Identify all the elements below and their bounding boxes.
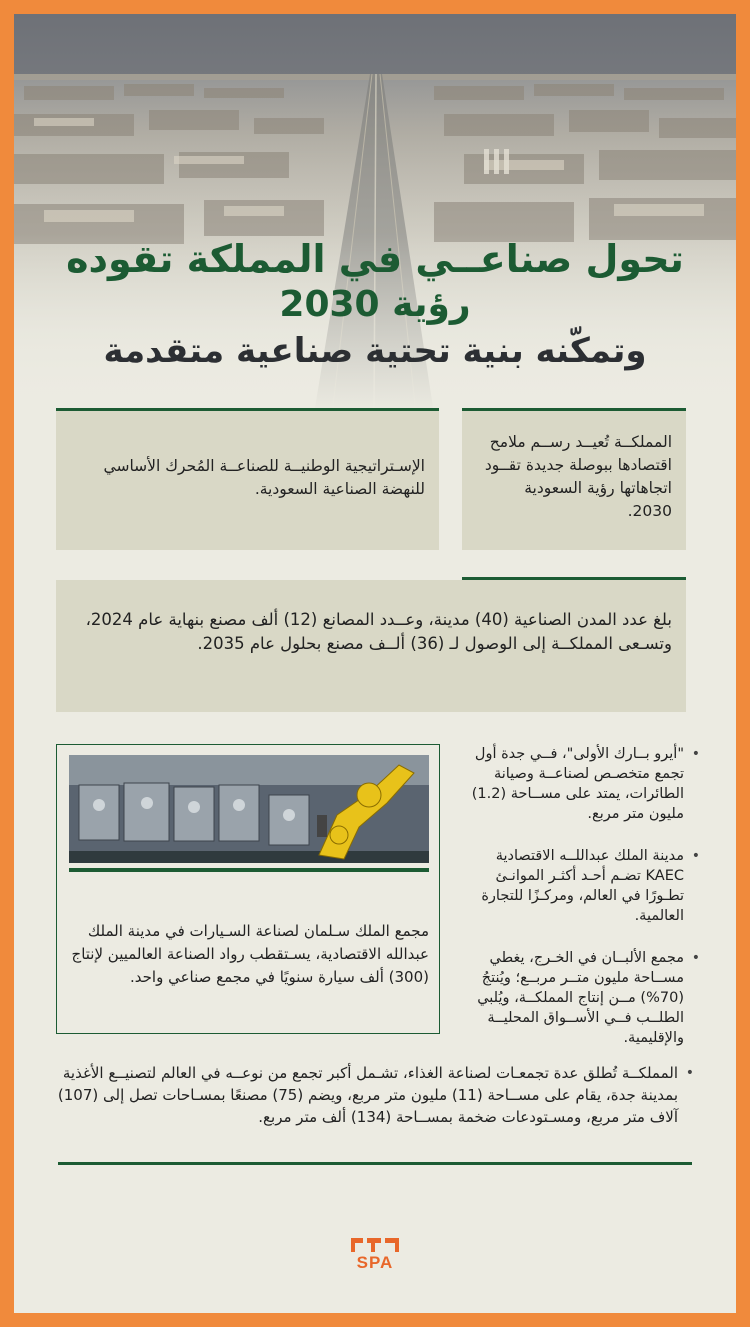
photo-caption: مجمع الملك سـلمان لصناعة السـيارات في مدينة الملك عبدالله الاقتصادية، يسـتقطب رواد الصناعة العالميين لإنتاج (300) ألف سيارة سنويًا في مجمع صناعي واحد. xyxy=(71,922,429,986)
spa-logo xyxy=(345,1234,405,1274)
stats-card xyxy=(56,580,686,712)
strategy-card xyxy=(56,411,439,550)
title-line-1: تحول صناعــي في المملكة تقوده xyxy=(66,237,684,281)
photo-box xyxy=(56,744,440,1034)
strategy-card-text: الإسـتراتيجية الوطنيــة للصناعــة المُحرك الأساسي للنهضة الصناعية السعودية. xyxy=(103,457,425,498)
title-line-3: وتمكّنه بنية تحتية صناعية متقدمة xyxy=(103,331,647,371)
page-title xyxy=(14,236,736,374)
bullet-dot: • xyxy=(691,746,700,762)
photo-accent-bar xyxy=(69,868,429,872)
infographic-frame xyxy=(14,14,736,1313)
vision-card xyxy=(462,411,686,550)
title-line-2: رؤية 2030 xyxy=(279,284,471,325)
bullet-dot: • xyxy=(691,848,700,864)
list-item xyxy=(454,744,702,824)
list-item xyxy=(454,846,702,926)
vision-card-text: المملكــة تُعيــد رســم ملامح اقتصادها ببوصلة جديدة تقــود اتجاهاتها رؤية السعودية 2030. xyxy=(484,433,672,520)
food-cluster-bullet xyxy=(56,1062,696,1128)
stats-card-text: بلغ عدد المدن الصناعية (40) مدينة، وعــدد المصانع (12) ألف مصنع بنهاية عام 2024، وتسـعى المملكــة إلى الوصول لـ (36) ألــف مصنع بحلول عام 2035. xyxy=(85,610,672,653)
bullet-list xyxy=(454,744,702,1070)
bullet-text: "أيرو بــارك الأولى"، فــي جدة أول تجمع متخصـص لصناعــة وصيانة الطائرات، يمتد على مســاحة (1.2) مليون متر مربع. xyxy=(471,746,684,822)
hero-image xyxy=(14,14,736,414)
bullet-dot: • xyxy=(691,950,700,966)
factory-robot-photo xyxy=(69,755,429,863)
divider xyxy=(58,1162,692,1165)
spa-logo-text: SPA xyxy=(356,1253,394,1272)
bullet-text: مجمع الألبــان في الخـرج، يغطي مســاحة مليون متــر مربــع؛ ويُنتجُ (70%) مــن إنتاج المملكــة، ويُلبي الطلــب فــي الأســواق المحليــة والإقليمية. xyxy=(477,950,684,1046)
list-item xyxy=(454,948,702,1048)
factory-robot-illustration xyxy=(69,755,429,863)
spa-arabic-mark-icon xyxy=(345,1234,405,1254)
bullet-text: المملكــة تُطلق عدة تجمعـات لصناعة الغذاء، تشـمل أكبر تجمع من نوعــه في العالم لتصنيــع الأغذية بمدينة جدة، يقام على مســاحة (11) مليون متر مربع، ويضم (75) مصنعًا بمسـاحات تصل إلى (107) آلاف متر مربع، ومسـتودعات ضخمة بمســاحة (134) ألف متر مربع. xyxy=(57,1064,678,1126)
bullet-text: مدينة الملك عبداللــه الاقتصادية KAEC تضـم أحـد أكثـر الموانـئ تطـورًا في العالم، ومركـزًا للتجارة العالمية. xyxy=(481,848,684,924)
bullet-dot: • xyxy=(685,1065,694,1081)
